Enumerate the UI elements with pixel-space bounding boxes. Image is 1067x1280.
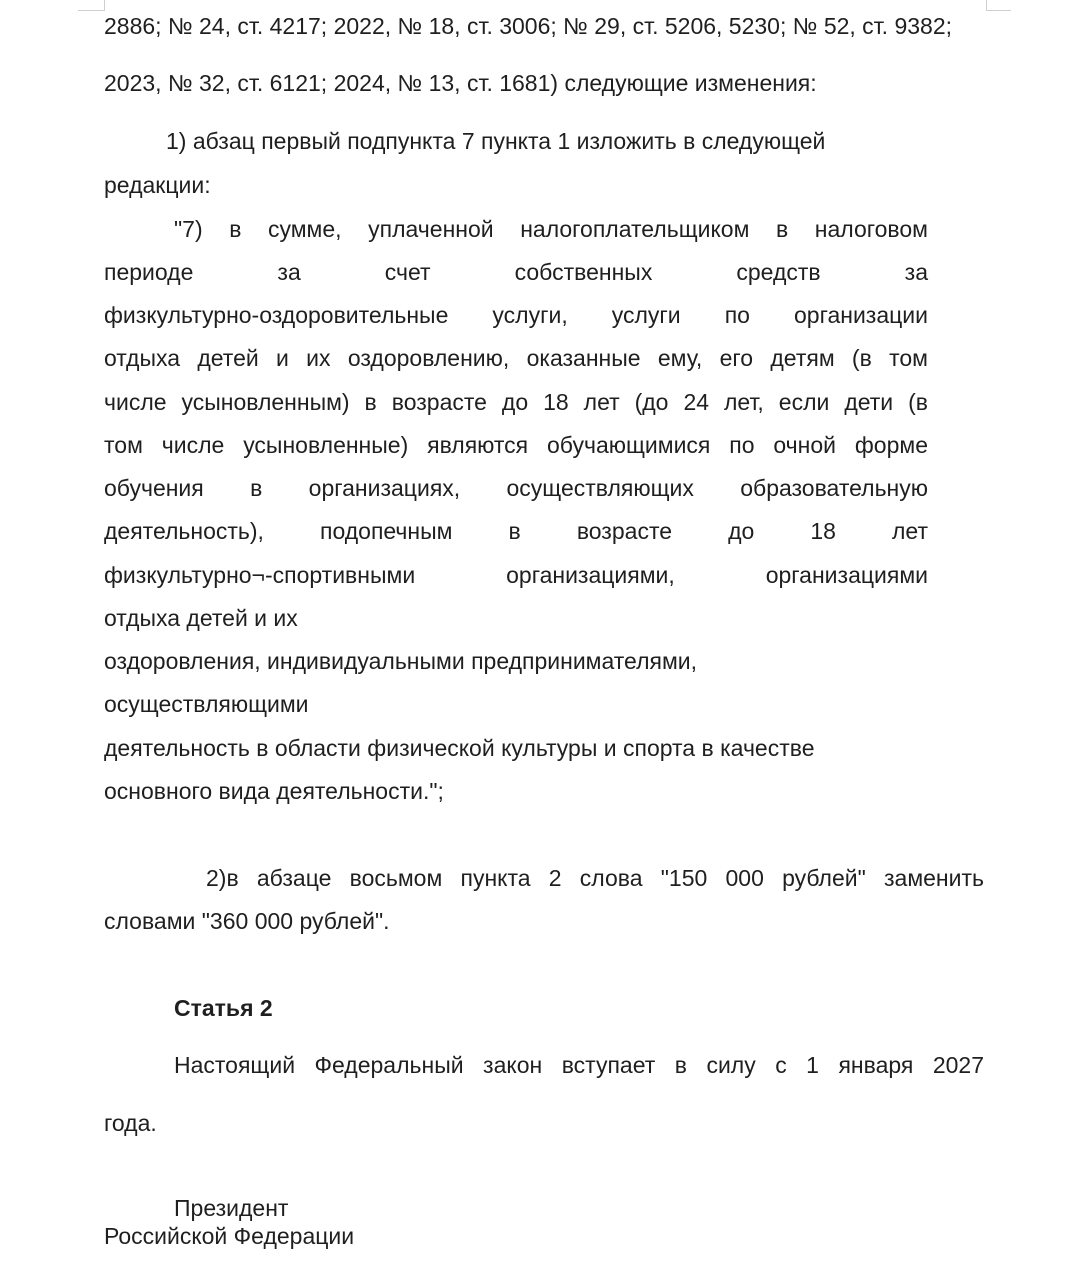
quote-line-2: периоде за счет собственных средств за: [104, 259, 928, 285]
signature-org: Российской Федерации: [104, 1223, 355, 1249]
text-line-1: 2886; № 24, ст. 4217; 2022, № 18, ст. 3006; № 29, ст. 5206, 5230; № 52, ст. 9382;: [104, 13, 953, 39]
item-2-cont: словами "360 000 рублей".: [104, 908, 390, 934]
quote-line-14: основного вида деятельности.";: [104, 778, 444, 804]
quote-line-12: осуществляющими: [104, 691, 309, 717]
quote-line-10: отдыха детей и их: [104, 605, 298, 631]
quote-line-4: отдыха детей и их оздоровлению, оказанные ему, его детям (в том: [104, 345, 928, 371]
quote-line-13: деятельность в области физической культуры и спорта в качестве: [104, 735, 815, 761]
quote-line-5: числе усыновленным) в возрасте до 18 лет (до 24 лет, если дети (в: [104, 389, 928, 415]
page-corner-top-right: [986, 0, 1011, 11]
quote-line-11: оздоровления, индивидуальными предпринимателями,: [104, 648, 698, 674]
page-corner-top-left: [78, 0, 105, 11]
quote-line-9: физкультурно¬-спортивными организациями, организациями: [104, 562, 928, 588]
item-1-cont: редакции:: [104, 172, 211, 198]
text-line-2: 2023, № 32, ст. 6121; 2024, № 13, ст. 1681) следующие изменения:: [104, 70, 817, 96]
article-2-text: Настоящий Федеральный закон вступает в силу с 1 января 2027: [174, 1052, 984, 1078]
item-1-start: 1) абзац первый подпункта 7 пункта 1 изложить в следующей: [166, 128, 826, 154]
article-2-text-cont: года.: [104, 1110, 157, 1136]
quote-line-3: физкультурно-оздоровительные услуги, услуги по организации: [104, 302, 928, 328]
quote-line-1: "7) в сумме, уплаченной налогоплательщиком в налоговом: [174, 216, 928, 242]
quote-line-8: деятельность), подопечным в возрасте до 18 лет: [104, 518, 928, 544]
article-2-heading: Статья 2: [174, 995, 273, 1021]
item-2-start: 2)в абзаце восьмом пункта 2 слова "150 000 рублей" заменить: [206, 865, 984, 891]
quote-line-7: обучения в организациях, осуществляющих образовательную: [104, 475, 928, 501]
signature-title: Президент: [174, 1195, 289, 1221]
quote-line-6: том числе усыновленные) являются обучающимися по очной форме: [104, 432, 928, 458]
